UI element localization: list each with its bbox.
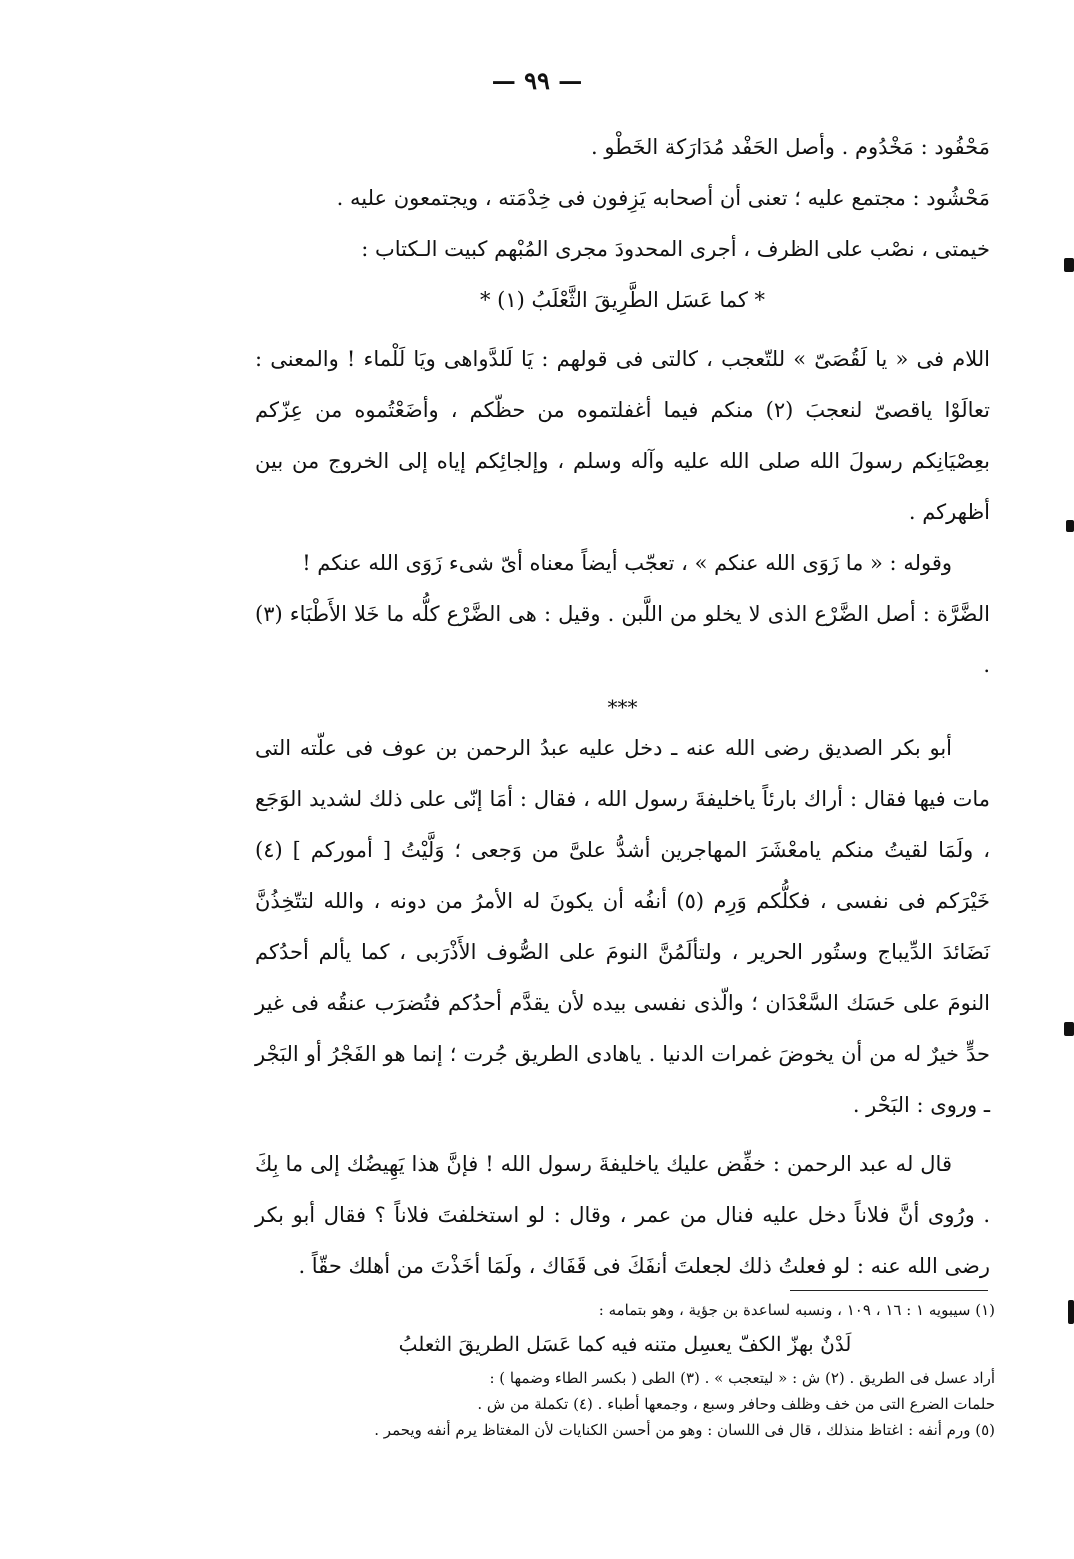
paragraph-abu-bakr: أبو بكر الصديق رضى الله عنه ـ دخل عليه عبدُ الرحمن بن عوف فى علّته التى مات فيها فقال : أراك بارئاً ياخليفةَ رسول الله ، فقال : أمَا إنّى على ذلك لشديد الوَجَع ، ولَمَا لقيتُ منكم يامعْشَرَ المهاجرين أشدُّ علىَّ من وَجعى ؛ وَلَّيْتُ [ أموركم ] (٤) خَيْرَكم فى نفسى ، فكلُّكم وَرِم (٥) أنفُه أن يكونَ له الأمرُ من دونه ، والله لتتّخِذُنَّ نَضَائدَ الدِّيباج وستُور الحرير ، ولتألَمُنَّ النومَ على الصُّوف الأَذْرَبى ، كما يألم أحدُكم النومَ على حَسَك السَّعْدَان ؛ والّذى نفسى بيده لأن يقدَّم أحدُكم فتُضرَب عنقُه فى غير حدٍّ خيرٌ له من أن يخوضَ غمرات الدنيا . ياهادى الطريق جُرت ؛ إنما هو الفَجْرُ أو البَجْر ـ وروى : البَحْر . [255, 736, 991, 1117]
footnotes [255, 1297, 995, 1443]
footnote-5: (٥) ورم أنفه : اغتاظ منذلك ، قال فى اللسان : وهو من أحسن الكنايات لأن المغتاظ يرم أنفه ويحمر . [374, 1421, 995, 1439]
paragraph-lam: اللام فى « يا لَقُصَىّ » للتّعجب ، كالتى فى قولهم : يَا لَلدَّواهى ويَا لَلْماء ! والمعنى : تعالَوْا ياقصىّ لنعجبَ (٢) منكم فيما أغفلتموه من حظّكم ، وأضَعْتُموه من عِزّكم بعِصْيَانِكم رسولَ الله صلى الله عليه وآله وسلم ، وإلجائِكم إياه إلى الخروج من بين أظهركم . [255, 347, 990, 524]
footnote-3-4: حلمات الضرع التى من خف وظلف وحافر وسبع ، وجمعها أطباء . (٤) تكملة من ش . [477, 1395, 995, 1413]
paragraph-mahshud: مَحْشُود : مجتمع عليه ؛ تعنى أن أصحابه يَزِفون فى خِدْمَته ، ويجتمعون عليه . [336, 186, 990, 210]
paragraph-khaymati: خيمتى ، نصْب على الظرف ، أجرى المحدودَ مجرى المُبْهم كبيت الـكتاب : [361, 237, 990, 261]
footnote-rule [790, 1290, 988, 1291]
page-number: — ٩٩ — [491, 66, 583, 95]
verse-quote: * كما عَسَل الطَّرِيقَ الثَّعْلَبُ (١) * [479, 288, 766, 312]
margin-mark [1068, 1300, 1074, 1324]
spacer [255, 326, 990, 334]
paragraph-durra: الضَّرَّة : أصل الضَّرْع الذى لا يخلو من اللَّبن . وقيل : هى الضَّرْع كلُّه ما خَلا الأَطْبَاء (٣) . [255, 602, 990, 677]
spacer [255, 1131, 990, 1139]
margin-mark [1066, 520, 1074, 532]
footnote-1: (١) سيبويه ١ : ١٦ ، ١٠٩ ، ونسبه لساعدة بن جؤية ، وهو بتمامه : [598, 1301, 995, 1319]
paragraph-qawluh: وقوله : « ما زَوَى الله عنكم » ، تعجّب أيضاً معناه أىّ شىء زَوَى الله عنكم ! [302, 551, 952, 575]
margin-mark [1064, 258, 1074, 272]
main-text [255, 122, 990, 1292]
paragraph-abd-al-rahman: قال له عبد الرحمن : خفِّض عليك ياخليفةَ رسول الله ! فإنَّ هذا يَهِيضُك إلى ما بِكَ . ورُوى أنَّ فلاناً دخل عليه فنال من عمر ، وقال : لو استخلفتَ فلاناً ؟ فقال أبو بكر رضى الله عنه : لو فعلتُ ذلك لجعلتَ أنفَكَ فى قَفَاك ، ولَمَا أخَذْتَ من أهلك حقّاً . [255, 1152, 990, 1278]
footnote-verse: لَدْنٌ بهزّ الكفّ يعسِل متنه فيه كما عَسَل الطريقَ الثعلبُ [398, 1332, 852, 1356]
section-separator: *** [607, 695, 638, 719]
footnote-2-3: أراد عسل فى الطريق . (٢) ش : « ليتعجب » . (٣) الطى ( بكسر الطاء وضمها ) : [489, 1369, 995, 1387]
margin-mark [1064, 1022, 1074, 1036]
paragraph-mahfud: مَحْفُود : مَخْدُوم . وأصل الحَفْد مُدَارَكة الخَطْو . [591, 135, 990, 159]
